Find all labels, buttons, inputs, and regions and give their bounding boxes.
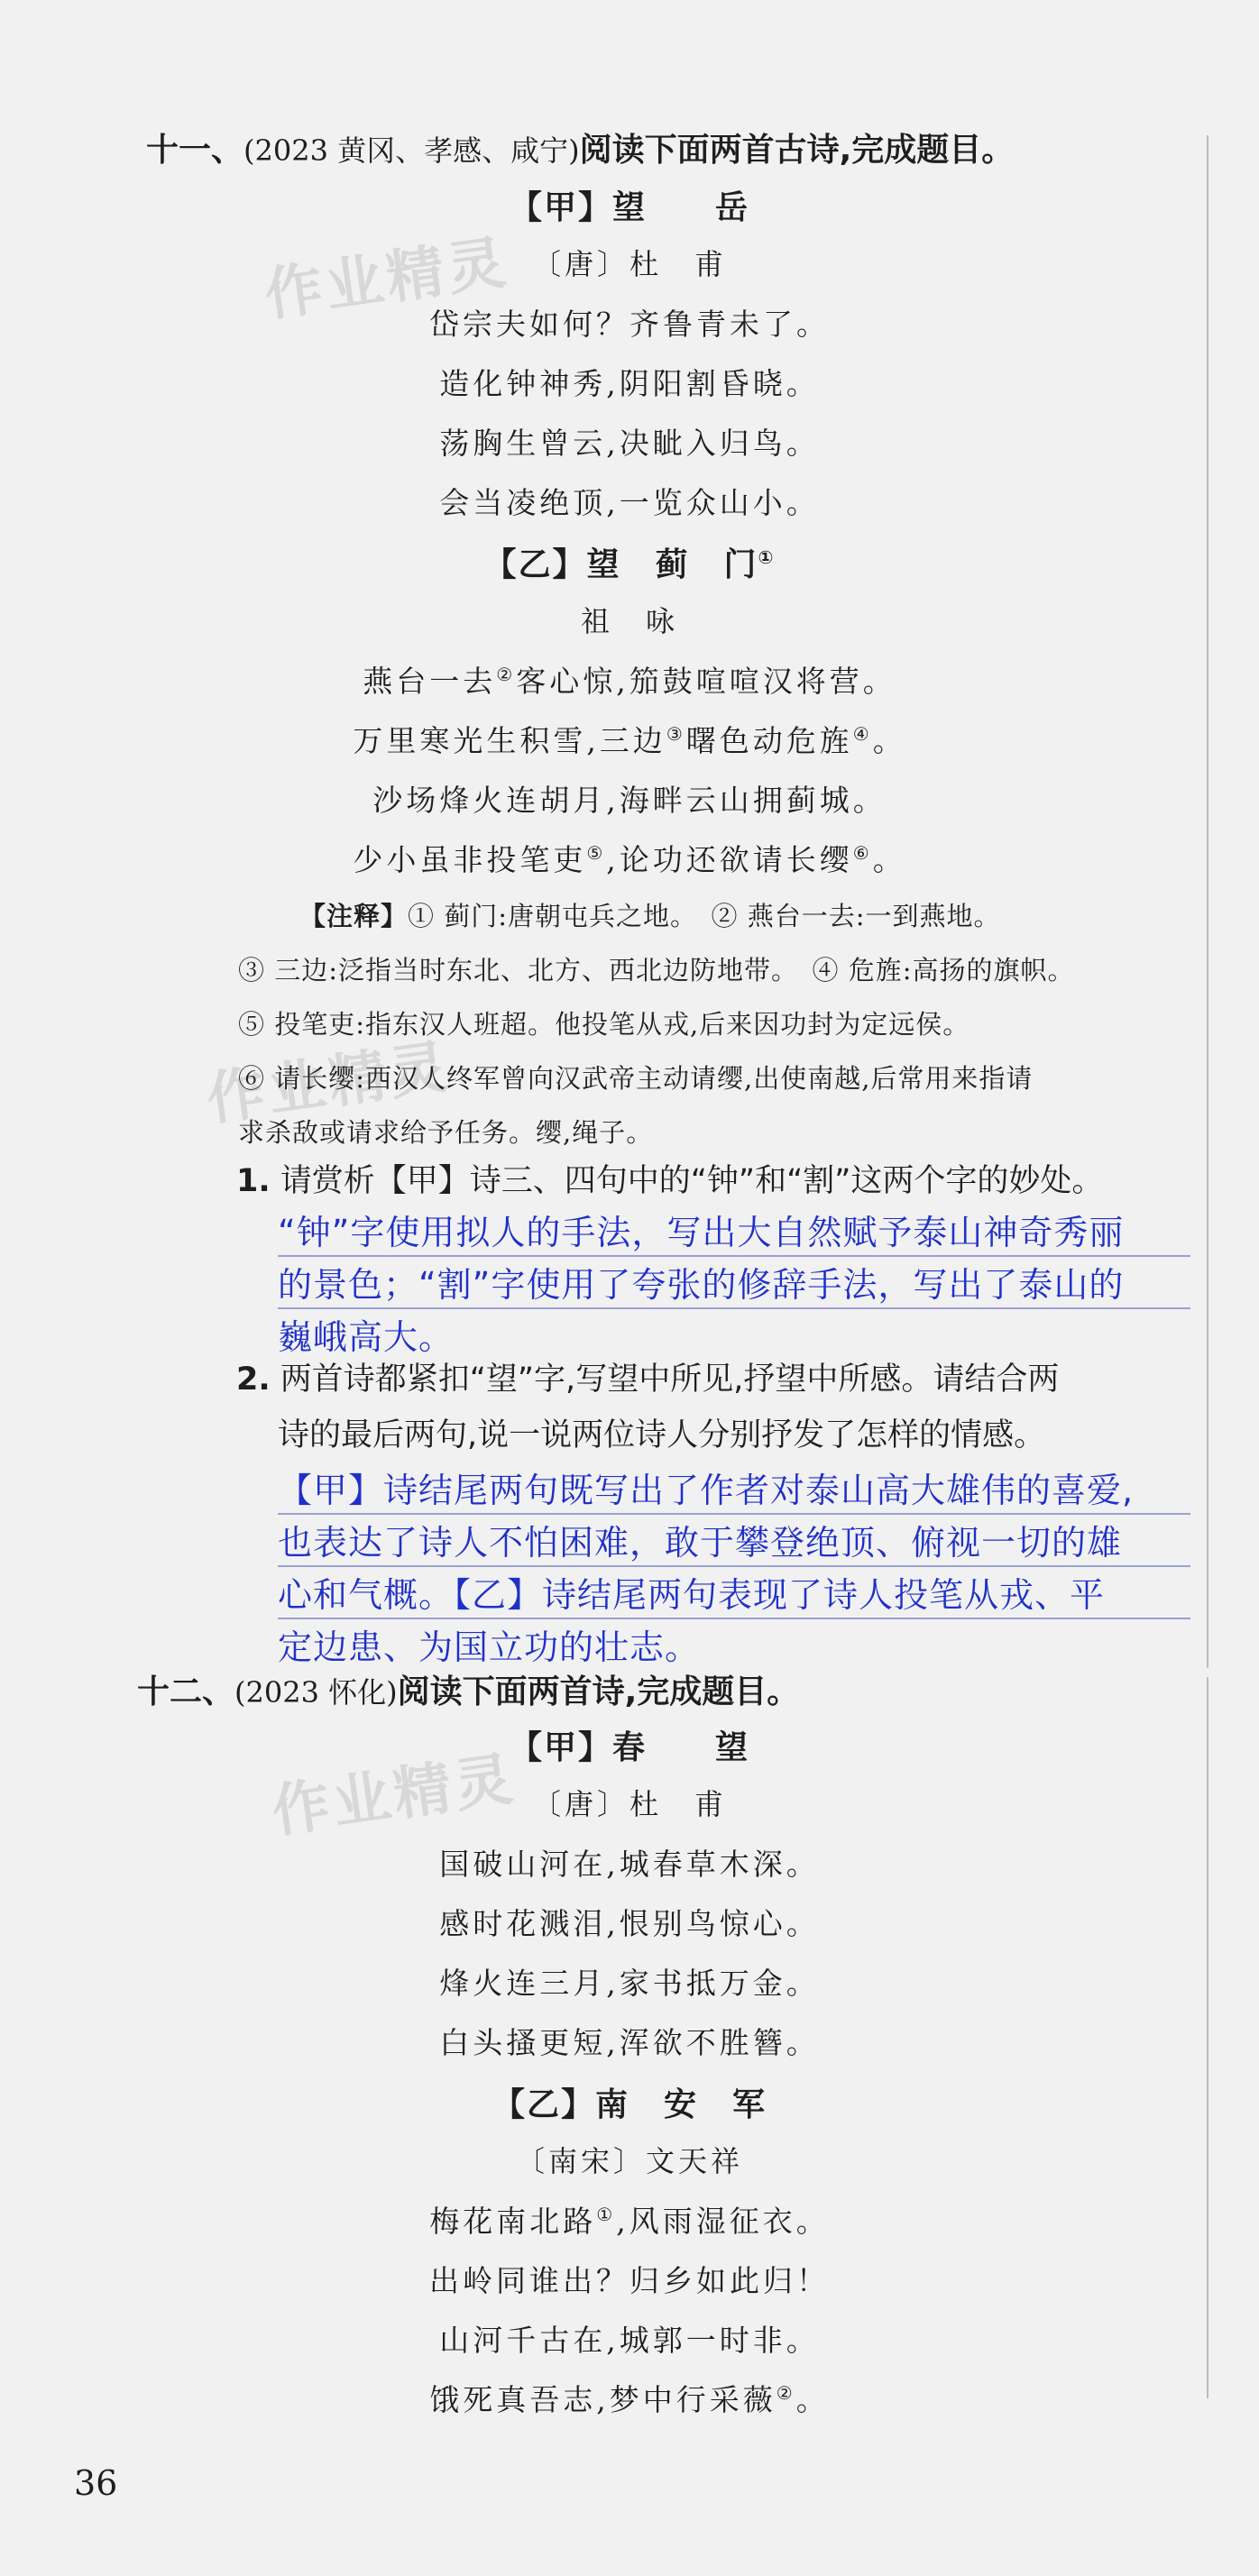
poem-line: 出岭同谁出？归乡如此归！	[429, 2263, 830, 2298]
answer-line: 巍峨高大。	[278, 1317, 455, 1357]
poem-line: 燕台一去②客心惊,笳鼓喧喧汉将营。	[363, 664, 896, 699]
watermark: 作业精灵	[203, 1033, 455, 1134]
poem-line: 荡胸生曾云,决眦入归鸟。	[439, 426, 820, 461]
poem-line: 感时花溅泪,恨别鸟惊心。	[439, 1906, 820, 1941]
poem-line: 山河千古在,城郭一时非。	[439, 2323, 820, 2358]
question-number: 1.	[236, 1163, 271, 1199]
poem-author: 〔唐〕杜 甫	[531, 247, 727, 281]
question-text: 请赏析【甲】诗三、四句中的“钟”和“割”这两个字的妙处。	[280, 1163, 1104, 1199]
answer-line: 也表达了诗人不怕困难，敢于攀登绝顶、俯视一切的雄	[278, 1523, 1123, 1563]
poem-line: 会当凌绝顶,一览众山小。	[439, 485, 820, 520]
question-text: 两首诗都紧扣“望”字,写望中所见,抒望中所感。请结合两	[280, 1361, 1060, 1398]
answer-line: “钟”字使用拟人的手法，写出大自然赋予泰山神奇秀丽	[278, 1213, 1125, 1252]
poem-title: 【甲】春 望	[509, 1729, 749, 1766]
watermark: 作业精灵	[261, 229, 513, 330]
poem-line: 饿死真吾志,梦中行采薇②。	[429, 2382, 830, 2417]
poem-line: 沙场烽火连胡月,海畔云山拥蓟城。	[372, 783, 887, 818]
answer-line: 定边患、为国立功的壮志。	[278, 1627, 701, 1667]
section-11-source: (2023 黄冈、孝感、咸宁)	[244, 133, 580, 168]
question-1	[236, 1156, 1103, 1201]
poem-author: 〔南宋〕文天祥	[515, 2144, 743, 2178]
notes-line: 求杀敌或请求给予任务。缨,绳子。	[238, 1117, 654, 1148]
poem-title: 【乙】望 蓟 门①	[483, 546, 776, 583]
page-number: 36	[74, 2463, 118, 2503]
section-12-source: (2023 怀化)	[234, 1675, 398, 1710]
poem-line: 梅花南北路①,风雨湿征衣。	[429, 2204, 830, 2239]
section-11-heading: 十一、(2023 黄冈、孝感、咸宁)阅读下面两首古诗,完成题目。	[146, 132, 1015, 169]
watermark: 作业精灵	[268, 1746, 520, 1847]
poem-line: 造化钟神秀,阴阳割昏晓。	[439, 366, 820, 401]
question-2	[236, 1354, 1059, 1399]
footnote-marker: ①	[758, 546, 776, 568]
poem-line: 国破山河在,城春草木深。	[439, 1847, 820, 1882]
poem-line: 岱宗夫如何？齐鲁青未了。	[429, 307, 830, 342]
poem-line: 万里寒光生积雪,三边③曙色动危旌④。	[353, 723, 906, 758]
section-12-heading: 十二、(2023 怀化)阅读下面两首诗,完成题目。	[137, 1673, 800, 1710]
notes-line: 【注释】① 蓟门:唐朝屯兵之地。 ② 燕台一去:一到燕地。	[299, 901, 1001, 931]
poem-line: 白头搔更短,浑欲不胜簪。	[439, 2025, 820, 2060]
notes-line: ③ 三边:泛指当时东北、北方、西北边防地带。 ④ 危旌:高扬的旗帜。	[238, 955, 1075, 985]
question-text: 诗的最后两句,说一说两位诗人分别抒发了怎样的情感。	[278, 1417, 1046, 1453]
notes-label: 【注释】	[299, 901, 409, 931]
poem-line: 少小虽非投笔吏⑤,论功还欲请长缨⑥。	[353, 842, 906, 877]
answer-line: 的景色；“割”字使用了夸张的修辞手法，写出了泰山的	[278, 1265, 1125, 1305]
notes-line: ⑤ 投笔吏:指东汉人班超。他投笔从戎,后来因功封为定远侯。	[238, 1009, 970, 1040]
poem-author: 祖 咏	[580, 604, 678, 638]
answer-line: 【甲】诗结尾两句既写出了作者对泰山高大雄伟的喜爱,	[278, 1471, 1135, 1510]
poem-author: 〔唐〕杜 甫	[531, 1787, 727, 1821]
answer-line: 心和气概。【乙】诗结尾两句表现了诗人投笔从戎、平	[278, 1575, 1106, 1615]
poem-line: 烽火连三月,家书抵万金。	[439, 1966, 820, 2001]
notes-line: ⑥ 请长缨:西汉人终军曾向汉武帝主动请缨,出使南越,后常用来指请	[238, 1063, 1034, 1094]
poem-title: 【甲】望 岳	[509, 189, 749, 226]
poem-title: 【乙】南 安 军	[492, 2086, 767, 2123]
question-number: 2.	[236, 1361, 271, 1398]
